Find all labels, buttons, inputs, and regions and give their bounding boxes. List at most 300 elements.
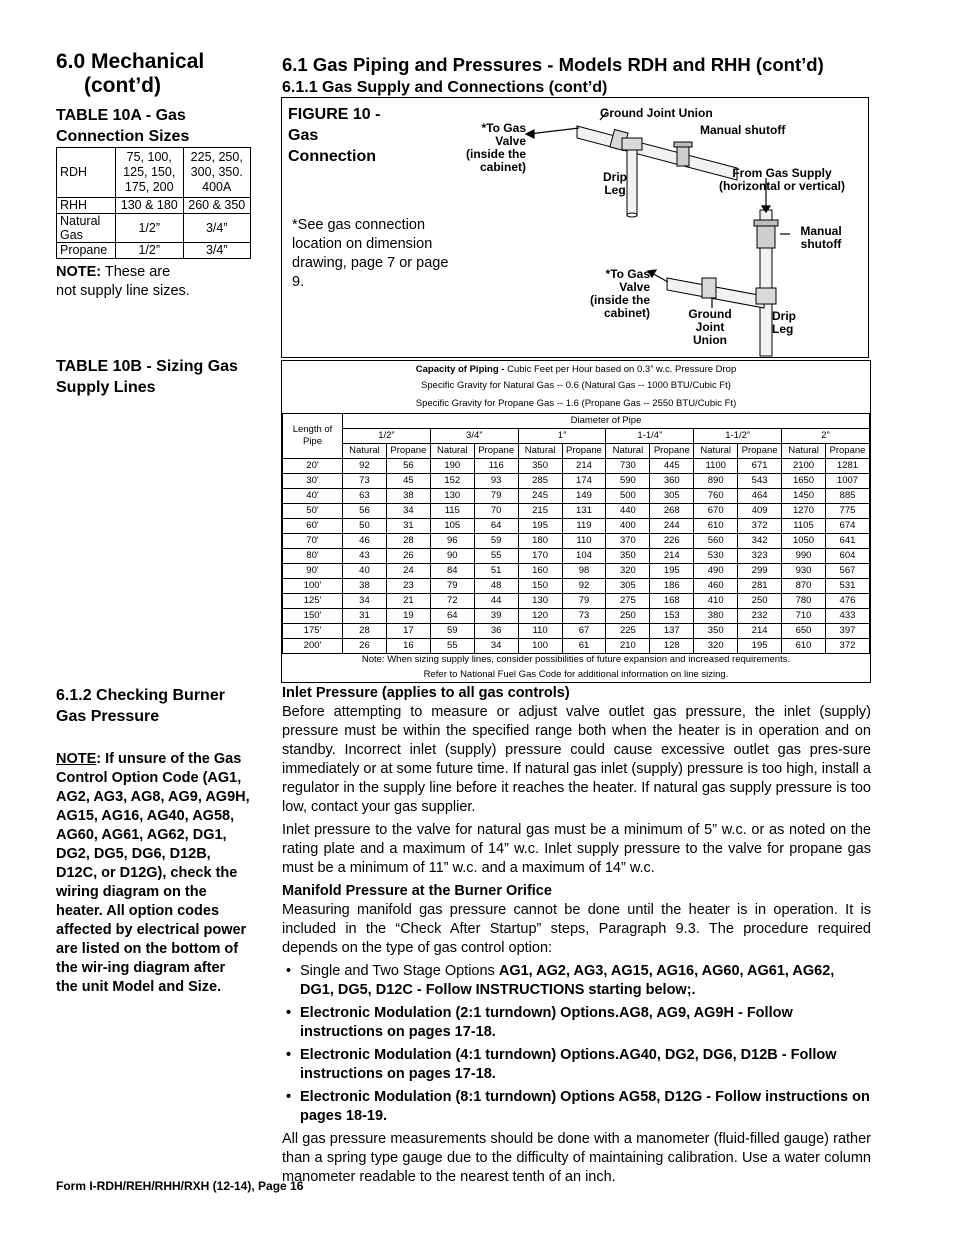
capacity-cell: 674 bbox=[825, 519, 869, 534]
capacity-cell: 50 bbox=[343, 519, 387, 534]
table-row bbox=[283, 579, 870, 594]
capacity-cell: 79 bbox=[474, 489, 518, 504]
table-row bbox=[283, 594, 870, 609]
capacity-cell: 79 bbox=[430, 579, 474, 594]
capacity-cell: 59 bbox=[474, 534, 518, 549]
capacity-cell: 55 bbox=[430, 639, 474, 654]
capacity-cell: 244 bbox=[650, 519, 694, 534]
label-line: Union bbox=[693, 333, 727, 347]
table-cell: 3/4” bbox=[183, 214, 251, 243]
subsection-6-1-1-title: 6.1.1 Gas Supply and Connections (cont’d) bbox=[282, 79, 608, 96]
capacity-cell: 268 bbox=[650, 504, 694, 519]
capacity-cell: 24 bbox=[386, 564, 430, 579]
capacity-cell: 226 bbox=[650, 534, 694, 549]
capacity-cell: 350 bbox=[606, 549, 650, 564]
table-10a-note bbox=[56, 263, 190, 301]
capacity-cell: 39 bbox=[474, 609, 518, 624]
capacity-cell: 19 bbox=[386, 609, 430, 624]
label-manual-shutoff-top: Manual shutoff bbox=[700, 123, 786, 137]
label-ground-joint-union-top: Ground Joint Union bbox=[600, 106, 713, 120]
capacity-cell: 1100 bbox=[694, 459, 738, 474]
capacity-cell: 26 bbox=[343, 639, 387, 654]
capacity-cell: 500 bbox=[606, 489, 650, 504]
label-line: shutoff bbox=[800, 237, 842, 251]
capacity-cell: 760 bbox=[694, 489, 738, 504]
table-cell: 130 & 180 bbox=[116, 198, 184, 214]
checking-title-line2: Gas Pressure bbox=[56, 708, 160, 725]
capacity-cell: 275 bbox=[606, 594, 650, 609]
label-to-gas-valve-top bbox=[456, 122, 526, 174]
pipe-capacity-table bbox=[282, 413, 870, 654]
capacity-cell: 460 bbox=[694, 579, 738, 594]
table-10a-title-line1: TABLE 10A - Gas bbox=[56, 107, 186, 124]
capacity-cell: 180 bbox=[518, 534, 562, 549]
capacity-cell: 870 bbox=[782, 579, 826, 594]
diameter-header: Diameter of Pipe bbox=[343, 414, 870, 429]
manifold-heading: Manifold Pressure at the Burner Orifice bbox=[282, 883, 552, 899]
table-10b-title-line1: TABLE 10B - Sizing Gas bbox=[56, 358, 238, 375]
capacity-cell: 372 bbox=[825, 639, 869, 654]
list-item: • Electronic Modulation (4:1 turndown) Options.AG40, DG2, DG6, D12B - Follow instructions on pages 17-18. bbox=[286, 1047, 837, 1082]
note-text: These are bbox=[101, 264, 171, 280]
capacity-sg-propane: Specific Gravity for Propane Gas -- 1.6 (Propane Gas -- 2550 BTU/Cubic Ft) bbox=[415, 398, 737, 409]
capacity-cell: 92 bbox=[562, 579, 606, 594]
table-row bbox=[283, 474, 870, 489]
size-header: 1-1/2” bbox=[694, 429, 782, 444]
size-header: 1” bbox=[518, 429, 606, 444]
capacity-cell: 560 bbox=[694, 534, 738, 549]
capacity-cell: 104 bbox=[562, 549, 606, 564]
pipe-length-cell: 90' bbox=[283, 564, 343, 579]
capacity-cell: 34 bbox=[343, 594, 387, 609]
table-header-row bbox=[283, 429, 870, 444]
capacity-cell: 38 bbox=[386, 489, 430, 504]
label-line: Valve bbox=[619, 280, 650, 294]
pipe-length-cell: 125' bbox=[283, 594, 343, 609]
capacity-cell: 28 bbox=[386, 534, 430, 549]
capacity-cell: 120 bbox=[518, 609, 562, 624]
capacity-cell: 90 bbox=[430, 549, 474, 564]
capacity-cell: 250 bbox=[738, 594, 782, 609]
capacity-cell: 410 bbox=[694, 594, 738, 609]
capacity-cell: 56 bbox=[386, 459, 430, 474]
capacity-cell: 195 bbox=[518, 519, 562, 534]
capacity-cell: 160 bbox=[518, 564, 562, 579]
checking-note bbox=[56, 750, 250, 997]
table-row bbox=[283, 639, 870, 654]
pipe-length-cell: 70' bbox=[283, 534, 343, 549]
capacity-cell: 214 bbox=[738, 624, 782, 639]
table-cell: 1/2” bbox=[116, 243, 184, 259]
capacity-title bbox=[282, 364, 870, 375]
capacity-cell: 70 bbox=[474, 504, 518, 519]
checking-note-label: NOTE bbox=[56, 751, 97, 767]
table-10b bbox=[281, 360, 871, 683]
table-cell: Natural Gas bbox=[57, 214, 116, 243]
capacity-cell: 34 bbox=[474, 639, 518, 654]
table-header-row bbox=[283, 414, 870, 429]
capacity-cell: 23 bbox=[386, 579, 430, 594]
size-header: 1/2” bbox=[343, 429, 431, 444]
label-line: (inside the bbox=[465, 147, 526, 161]
lower-shutoff-icon bbox=[757, 226, 775, 248]
pipe-length-cell: 50' bbox=[283, 504, 343, 519]
capacity-cell: 320 bbox=[694, 639, 738, 654]
capacity-cell: 153 bbox=[650, 609, 694, 624]
gas-type-header: Propane bbox=[650, 444, 694, 459]
capacity-cell: 543 bbox=[738, 474, 782, 489]
capacity-cell: 73 bbox=[343, 474, 387, 489]
capacity-cell: 63 bbox=[343, 489, 387, 504]
label-line: Manual bbox=[800, 224, 842, 238]
upper-tee-icon bbox=[622, 138, 642, 150]
inlet-pressure-section bbox=[282, 684, 871, 1191]
capacity-cell: 370 bbox=[606, 534, 650, 549]
label-ground-joint-union-bottom bbox=[682, 308, 738, 347]
capacity-cell: 67 bbox=[562, 624, 606, 639]
label-drip-leg-top bbox=[600, 171, 630, 197]
table-cell: Propane bbox=[57, 243, 116, 259]
capacity-cell: 641 bbox=[825, 534, 869, 549]
subsection-6-1-title: 6.1 Gas Piping and Pressures - Models RDH and RHH (cont’d) bbox=[282, 54, 824, 75]
capacity-cell: 400 bbox=[606, 519, 650, 534]
table-10a-title-line2: Connection Sizes bbox=[56, 128, 190, 145]
capacity-cell: 1450 bbox=[782, 489, 826, 504]
capacity-cell: 46 bbox=[343, 534, 387, 549]
lower-tee-icon bbox=[756, 288, 776, 304]
table-row bbox=[283, 489, 870, 504]
capacity-cell: 567 bbox=[825, 564, 869, 579]
table-row bbox=[57, 214, 251, 243]
capacity-cell: 225 bbox=[606, 624, 650, 639]
gas-type-header: Natural bbox=[518, 444, 562, 459]
capacity-cell: 885 bbox=[825, 489, 869, 504]
capacity-cell: 59 bbox=[430, 624, 474, 639]
gas-type-header: Natural bbox=[430, 444, 474, 459]
label-line: (inside the bbox=[589, 293, 650, 307]
capacity-cell: 890 bbox=[694, 474, 738, 489]
upper-shutoff-icon bbox=[677, 146, 689, 166]
capacity-cell: 34 bbox=[386, 504, 430, 519]
capacity-cell: 186 bbox=[650, 579, 694, 594]
capacity-cell: 464 bbox=[738, 489, 782, 504]
pipe-length-cell: 150' bbox=[283, 609, 343, 624]
list-item: • Electronic Modulation (2:1 turndown) Options.AG8, AG9, AG9H - Follow instructions on pages 17-18. bbox=[286, 1005, 793, 1040]
capacity-cell: 342 bbox=[738, 534, 782, 549]
capacity-cell: 190 bbox=[430, 459, 474, 474]
capacity-cell: 372 bbox=[738, 519, 782, 534]
gas-type-header: Propane bbox=[738, 444, 782, 459]
capacity-cell: 530 bbox=[694, 549, 738, 564]
capacity-cell: 1270 bbox=[782, 504, 826, 519]
table-row bbox=[283, 519, 870, 534]
capacity-cell: 115 bbox=[430, 504, 474, 519]
capacity-cell: 31 bbox=[386, 519, 430, 534]
table-cell: 260 & 350 bbox=[183, 198, 251, 214]
capacity-title-rest: Cubic Feet per Hour based on 0.3” w.c. Pressure Drop bbox=[504, 364, 737, 375]
gas-type-header: Natural bbox=[782, 444, 826, 459]
table-header-row bbox=[283, 444, 870, 459]
capacity-cell: 323 bbox=[738, 549, 782, 564]
bullet-plain: Single and Two Stage Options bbox=[300, 963, 499, 979]
list-item: • Electronic Modulation (8:1 turndown) Options AG58, D12G - Follow instructions on pages 18-19. bbox=[286, 1089, 870, 1124]
pipe-length-cell: 20' bbox=[283, 459, 343, 474]
capacity-cell: 215 bbox=[518, 504, 562, 519]
capacity-cell: 990 bbox=[782, 549, 826, 564]
table-cell: RDH bbox=[57, 148, 116, 198]
capacity-cell: 110 bbox=[562, 534, 606, 549]
capacity-cell: 445 bbox=[650, 459, 694, 474]
capacity-cell: 610 bbox=[694, 519, 738, 534]
label-drip-leg-bottom bbox=[772, 310, 796, 336]
checking-note-text: : If unsure of the Gas Control Option Code (AG1, AG2, AG3, AG8, AG9, AG9H, AG15, AG16, AG40, AG58, AG60, AG61, AG62, DG1, DG2, DG5, DG6, D12B, D12C, or D12G), check the wiring diagram on the heater. All option codes affected by electrical power are listed on the bottom of the wir-ing diagram after the unit Model and Size. bbox=[56, 751, 250, 995]
capacity-cell: 116 bbox=[474, 459, 518, 474]
capacity-cell: 490 bbox=[694, 564, 738, 579]
capacity-cell: 38 bbox=[343, 579, 387, 594]
label-line: Leg bbox=[772, 322, 794, 336]
capacity-sg-natural: Specific Gravity for Natural Gas -- 0.6 (Natural Gas -- 1000 BTU/Cubic Ft) bbox=[421, 380, 731, 391]
manifold-paragraph-2: All gas pressure measurements should be done with a manometer (fluid-filled gauge) rather than a spring type gauge due to the difficulty of maintaining calibration. Use a water column manometer readable to the nearest tenth of an inch. bbox=[282, 1131, 871, 1185]
table-cell: 225, 250, 300, 350. 400A bbox=[183, 148, 251, 198]
label-line: Ground bbox=[688, 307, 732, 321]
checking-title bbox=[56, 685, 225, 727]
capacity-cell: 17 bbox=[386, 624, 430, 639]
capacity-cell: 92 bbox=[343, 459, 387, 474]
size-header: 2” bbox=[782, 429, 870, 444]
capacity-cell: 710 bbox=[782, 609, 826, 624]
bullet-bold: Electronic Modulation (4:1 turndown) Options.AG40, DG2, DG6, D12B - Follow instructions on pages 17-18. bbox=[300, 1047, 837, 1082]
inlet-paragraph-2: Inlet pressure to the valve for natural gas must be a minimum of 5” w.c. or as noted on the rating plate and a maximum of 14” w.c. Inlet supply pressure to the valve for propane gas must be a minimum of 11” w.c. and a maximum of 14” w.c. bbox=[282, 822, 871, 876]
note-text-line2: not supply line sizes. bbox=[56, 283, 190, 299]
pipe-length-cell: 40' bbox=[283, 489, 343, 504]
capacity-cell: 1007 bbox=[825, 474, 869, 489]
capacity-cell: 590 bbox=[606, 474, 650, 489]
capacity-cell: 930 bbox=[782, 564, 826, 579]
capacity-cell: 174 bbox=[562, 474, 606, 489]
capacity-cell: 476 bbox=[825, 594, 869, 609]
capacity-cell: 305 bbox=[650, 489, 694, 504]
size-header: 1-1/4” bbox=[606, 429, 694, 444]
table-row bbox=[283, 534, 870, 549]
label-line: cabinet) bbox=[479, 160, 526, 174]
capacity-cell: 56 bbox=[343, 504, 387, 519]
figure-title-line2: Gas bbox=[288, 127, 319, 144]
capacity-cell: 26 bbox=[386, 549, 430, 564]
label-line: Joint bbox=[695, 320, 725, 334]
capacity-cell: 79 bbox=[562, 594, 606, 609]
capacity-title-bold: Capacity of Piping - bbox=[415, 364, 505, 375]
capacity-cell: 2100 bbox=[782, 459, 826, 474]
label-line: Drip bbox=[772, 309, 796, 323]
table-10a bbox=[56, 147, 251, 259]
capacity-cell: 149 bbox=[562, 489, 606, 504]
page-footer: Form I-RDH/REH/RHH/RXH (12-14), Page 16 bbox=[56, 1179, 304, 1193]
length-header: Length of Pipe bbox=[283, 414, 343, 459]
table-cell: RHH bbox=[57, 198, 116, 214]
capacity-cell: 16 bbox=[386, 639, 430, 654]
list-item: • Single and Two Stage Options AG1, AG2, AG3, AG15, AG16, AG60, AG61, AG62, DG1, DG5, D12C - Follow INSTRUCTIONS starting below;. bbox=[286, 963, 835, 998]
capacity-cell: 36 bbox=[474, 624, 518, 639]
capacity-cell: 604 bbox=[825, 549, 869, 564]
section-title-line2: (cont’d) bbox=[84, 74, 161, 97]
capacity-cell: 150 bbox=[518, 579, 562, 594]
capacity-cell: 650 bbox=[782, 624, 826, 639]
table-row bbox=[283, 549, 870, 564]
gas-type-header: Propane bbox=[825, 444, 869, 459]
capacity-cell: 28 bbox=[343, 624, 387, 639]
capacity-cell: 96 bbox=[430, 534, 474, 549]
capacity-cell: 195 bbox=[650, 564, 694, 579]
capacity-cell: 1281 bbox=[825, 459, 869, 474]
capacity-cell: 245 bbox=[518, 489, 562, 504]
label-line: *To Gas bbox=[605, 267, 650, 281]
figure-10-note: *See gas connection location on dimension drawing, page 7 or page 9. bbox=[292, 217, 449, 290]
capacity-cell: 170 bbox=[518, 549, 562, 564]
capacity-cell: 380 bbox=[694, 609, 738, 624]
inlet-heading: Inlet Pressure (applies to all gas controls) bbox=[282, 685, 570, 701]
table-row bbox=[57, 198, 251, 214]
capacity-cell: 433 bbox=[825, 609, 869, 624]
capacity-cell: 105 bbox=[430, 519, 474, 534]
capacity-cell: 98 bbox=[562, 564, 606, 579]
figure-title-line3: Connection bbox=[288, 148, 376, 165]
capacity-cell: 73 bbox=[562, 609, 606, 624]
table-row bbox=[283, 609, 870, 624]
section-title-line1: 6.0 Mechanical bbox=[56, 50, 205, 73]
label-from-gas-supply bbox=[712, 167, 852, 193]
capacity-cell: 110 bbox=[518, 624, 562, 639]
capacity-cell: 128 bbox=[650, 639, 694, 654]
capacity-cell: 43 bbox=[343, 549, 387, 564]
manifold-paragraph-1: Measuring manifold gas pressure cannot be done until the heater is in operation. It is included in the “Check After Startup” steps, Paragraph 9.3. The procedure required depends on the type of gas control option: bbox=[282, 902, 871, 956]
label-line: Leg bbox=[604, 183, 626, 197]
capacity-cell: 360 bbox=[650, 474, 694, 489]
capacity-cell: 671 bbox=[738, 459, 782, 474]
capacity-cell: 93 bbox=[474, 474, 518, 489]
capacity-cell: 55 bbox=[474, 549, 518, 564]
label-line: (horizontal or vertical) bbox=[718, 179, 846, 193]
capacity-cell: 131 bbox=[562, 504, 606, 519]
upper-shutoff-handle-icon bbox=[674, 142, 692, 147]
capacity-cell: 40 bbox=[343, 564, 387, 579]
capacity-cell: 250 bbox=[606, 609, 650, 624]
capacity-cell: 48 bbox=[474, 579, 518, 594]
capacity-cell: 61 bbox=[562, 639, 606, 654]
capacity-cell: 775 bbox=[825, 504, 869, 519]
capacity-cell: 232 bbox=[738, 609, 782, 624]
label-to-gas-valve-bottom bbox=[580, 268, 650, 320]
capacity-cell: 214 bbox=[650, 549, 694, 564]
gas-type-header: Propane bbox=[562, 444, 606, 459]
pipe-length-cell: 200' bbox=[283, 639, 343, 654]
capacity-cell: 730 bbox=[606, 459, 650, 474]
capacity-cell: 152 bbox=[430, 474, 474, 489]
table-row bbox=[283, 504, 870, 519]
label-line: *To Gas bbox=[481, 121, 526, 135]
pipe-length-cell: 60' bbox=[283, 519, 343, 534]
capacity-cell: 1650 bbox=[782, 474, 826, 489]
capacity-cell: 195 bbox=[738, 639, 782, 654]
table-cell: 1/2” bbox=[116, 214, 184, 243]
note-label: NOTE: bbox=[56, 264, 102, 280]
capacity-cell: 72 bbox=[430, 594, 474, 609]
capacity-cell: 64 bbox=[430, 609, 474, 624]
table-row bbox=[57, 243, 251, 259]
label-manual-shutoff-right bbox=[792, 225, 850, 251]
table-row bbox=[283, 564, 870, 579]
capacity-cell: 45 bbox=[386, 474, 430, 489]
gas-type-header: Natural bbox=[343, 444, 387, 459]
lower-shutoff-handle-icon bbox=[754, 220, 778, 226]
capacity-cell: 350 bbox=[518, 459, 562, 474]
capacity-cell: 397 bbox=[825, 624, 869, 639]
gas-type-header: Propane bbox=[474, 444, 518, 459]
table-cell: 75, 100, 125, 150, 175, 200 bbox=[116, 148, 184, 198]
table-row bbox=[57, 148, 251, 198]
capacity-cell: 84 bbox=[430, 564, 474, 579]
figure-10 bbox=[281, 97, 869, 358]
label-line: From Gas Supply bbox=[732, 166, 832, 180]
capacity-note-2: Refer to National Fuel Gas Code for additional information on line sizing. bbox=[423, 669, 729, 680]
capacity-cell: 21 bbox=[386, 594, 430, 609]
capacity-cell: 137 bbox=[650, 624, 694, 639]
lower-union-icon bbox=[702, 278, 716, 298]
capacity-cell: 285 bbox=[518, 474, 562, 489]
capacity-cell: 44 bbox=[474, 594, 518, 609]
bullet-bold: AG1, AG2, AG3, AG15, AG16, AG60, AG61, AG62, DG1, DG5, D12C - Follow INSTRUCTIONS starting below;. bbox=[300, 963, 835, 998]
capacity-cell: 281 bbox=[738, 579, 782, 594]
figure-title-line1: FIGURE 10 - bbox=[288, 106, 381, 123]
bullet-bold: Electronic Modulation (8:1 turndown) Options AG58, D12G - Follow instructions on pages 18-19. bbox=[300, 1089, 870, 1124]
capacity-cell: 440 bbox=[606, 504, 650, 519]
inlet-paragraph-1: Before attempting to measure or adjust valve outlet gas pressure, the inlet (supply) pressure must be within the specified range both when the heater is in operation and on standby. Incorrect inlet (supply) pressure could cause excessive outlet gas pres-sure immediately or at some future time. If natural gas inlet (supply) pressure is too high, install a regulator in the supply line before it reaches the heater. If natural gas supply pressure is too low, contact your gas supplier. bbox=[282, 704, 871, 815]
capacity-cell: 64 bbox=[474, 519, 518, 534]
gas-type-header: Natural bbox=[606, 444, 650, 459]
capacity-cell: 299 bbox=[738, 564, 782, 579]
table-10b-title bbox=[56, 356, 238, 398]
capacity-cell: 119 bbox=[562, 519, 606, 534]
pipe-length-cell: 100' bbox=[283, 579, 343, 594]
table-row bbox=[283, 624, 870, 639]
capacity-cell: 210 bbox=[606, 639, 650, 654]
capacity-cell: 214 bbox=[562, 459, 606, 474]
capacity-cell: 610 bbox=[782, 639, 826, 654]
label-line: Drip bbox=[603, 170, 627, 184]
checking-title-line1: 6.1.2 Checking Burner bbox=[56, 687, 225, 704]
capacity-cell: 130 bbox=[518, 594, 562, 609]
table-10b-title-line2: Supply Lines bbox=[56, 379, 156, 396]
capacity-cell: 350 bbox=[694, 624, 738, 639]
capacity-cell: 100 bbox=[518, 639, 562, 654]
capacity-cell: 670 bbox=[694, 504, 738, 519]
capacity-cell: 305 bbox=[606, 579, 650, 594]
bullet-bold: Electronic Modulation (2:1 turndown) Options.AG8, AG9, AG9H - Follow instructions on pages 17-18. bbox=[300, 1005, 793, 1040]
capacity-cell: 1050 bbox=[782, 534, 826, 549]
table-cell: 3/4” bbox=[183, 243, 251, 259]
table-row bbox=[283, 459, 870, 474]
capacity-cell: 168 bbox=[650, 594, 694, 609]
capacity-note-1: Note: When sizing supply lines, consider possibilities of future expansion and increased requirements. bbox=[361, 654, 791, 665]
capacity-cell: 31 bbox=[343, 609, 387, 624]
size-header: 3/4” bbox=[430, 429, 518, 444]
capacity-cell: 130 bbox=[430, 489, 474, 504]
capacity-cell: 51 bbox=[474, 564, 518, 579]
capacity-cell: 1105 bbox=[782, 519, 826, 534]
table-10a-title bbox=[56, 105, 189, 147]
capacity-cell: 531 bbox=[825, 579, 869, 594]
capacity-cell: 320 bbox=[606, 564, 650, 579]
gas-type-header: Natural bbox=[694, 444, 738, 459]
